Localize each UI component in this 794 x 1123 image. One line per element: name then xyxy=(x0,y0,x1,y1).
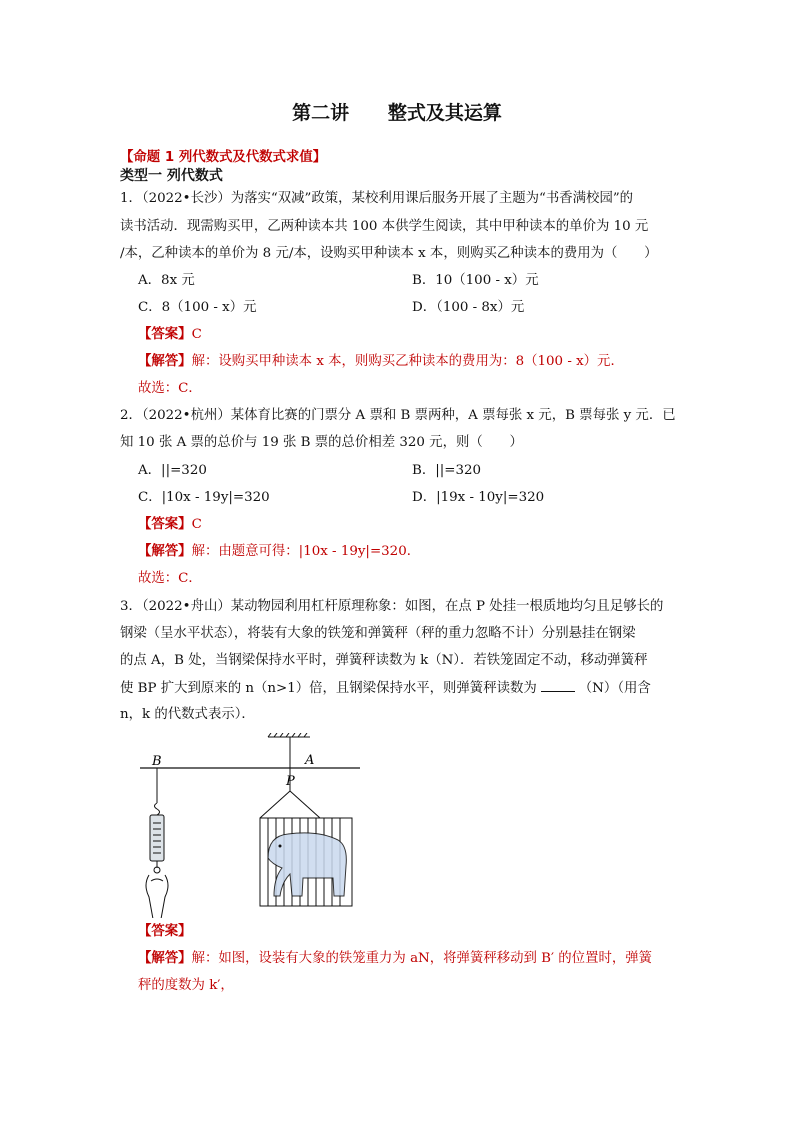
q1-solution xyxy=(138,353,624,371)
q2-answer xyxy=(138,516,202,534)
q3-answer-label: 【答案】 xyxy=(138,924,192,939)
q3-solution-text-1: 解：如图，设装有大象的铁笼重力为 aN，将弹簧秤移动到 B′ 的位置时，弹簧 xyxy=(191,951,653,966)
q2-choose: 故选：C． xyxy=(138,571,202,586)
q2-option-a: A．||=320 xyxy=(138,463,207,478)
q1-choose: 故选：C． xyxy=(138,381,202,396)
q3-answer xyxy=(138,923,192,941)
proposition-heading: 【命题 1 列代数式及代数式求值】 xyxy=(120,150,327,165)
ceiling-mount xyxy=(268,733,310,768)
q3-stem-line4-before-blank: 使 BP 扩大到原来的 n（n>1）倍，且钢梁保持水平，则弹簧秤读数为 xyxy=(120,681,537,696)
q2-solution-label: 【解答】 xyxy=(138,544,192,559)
title-topic: 整式及其运算 xyxy=(387,102,502,124)
q1-option-c: C．8（100 - x）元 xyxy=(138,300,257,315)
q1-option-d: D．（100 - 8x）元 xyxy=(412,300,525,315)
q3-stem-line4 xyxy=(120,679,651,698)
q3-stem-line3: 的点 A，B 处，当钢梁保持水平时，弹簧秤读数为 k（N）．若铁笼固定不动，移动弹簧秤 xyxy=(120,653,648,668)
q2-answer-value: C xyxy=(191,517,202,532)
q2-option-d: D．|19x - 10y|=320 xyxy=(412,490,545,505)
q1-answer-value: C xyxy=(191,327,202,342)
q3-solution-text-2: 秤的度数为 k′， xyxy=(138,978,234,993)
q3-solution xyxy=(138,950,652,968)
q1-answer xyxy=(138,326,202,344)
q1-option-b: B．10（100 - x）元 xyxy=(412,273,539,288)
q3-stem-line4-after-blank: （N）（用含 xyxy=(578,681,651,696)
q2-solution xyxy=(138,543,420,561)
q2-option-b: B．||=320 xyxy=(412,463,482,478)
q2-answer-label: 【答案】 xyxy=(138,517,192,532)
hand-icon xyxy=(146,875,168,918)
title-lecture: 第二讲 xyxy=(292,102,350,124)
q1-solution-text: 解：设购买甲种读本 x 本，则购买乙种读本的费用为：8（100 - x）元． xyxy=(191,354,624,369)
page-title xyxy=(0,98,794,125)
q1-option-a: A．8x 元 xyxy=(138,273,195,288)
type-heading: 类型一 列代数式 xyxy=(120,168,223,184)
q2-solution-text: 解：由题意可得：|10x - 19y|=320． xyxy=(191,544,421,559)
q3-answer-blank xyxy=(541,679,575,692)
q2-stem-line2: 知 10 张 A 票的总价与 19 张 B 票的总价相差 320 元，则（ ） xyxy=(120,435,523,450)
q1-stem-line1: 1．（2022•长沙）为落实“双减”政策，某校利用课后服务开展了主题为“书香满校园”的 xyxy=(120,191,634,206)
label-p: P xyxy=(286,774,295,789)
q3-stem-line2: 钢梁（呈水平状态），将装有大象的铁笼和弹簧秤（秤的重力忽略不计）分别悬挂在钢梁 xyxy=(120,626,636,641)
q1-solution-label: 【解答】 xyxy=(138,354,192,369)
q1-stem-line2: 读书活动．现需购买甲，乙两种读本共 100 本供学生阅读，其中甲种读本的单价为 10 元 xyxy=(120,219,649,234)
q2-option-c: C．|10x - 19y|=320 xyxy=(138,490,270,505)
label-b: B xyxy=(152,754,162,769)
q3-stem-line5: n，k 的代数式表示）． xyxy=(120,707,255,722)
q1-answer-label: 【答案】 xyxy=(138,327,192,342)
q2-stem-line1: 2．（2022•杭州）某体育比赛的门票分 A 票和 B 票两种，A 票每张 x 元，B 票每张 y 元．已 xyxy=(120,408,676,423)
q1-stem-line3: /本，乙种读本的单价为 8 元/本，设购买甲种读本 x 本，则购买乙种读本的费用为（ ） xyxy=(120,246,658,261)
q3-stem-line1: 3．（2022•舟山）某动物园利用杠杆原理称象：如图，在点 P 处挂一根质地均匀且足够长的 xyxy=(120,599,664,614)
lever-figure xyxy=(140,733,365,918)
q3-solution-label: 【解答】 xyxy=(138,951,192,966)
spring-scale xyxy=(150,768,164,873)
elephant-eye xyxy=(279,845,282,848)
label-a: A xyxy=(305,753,315,768)
